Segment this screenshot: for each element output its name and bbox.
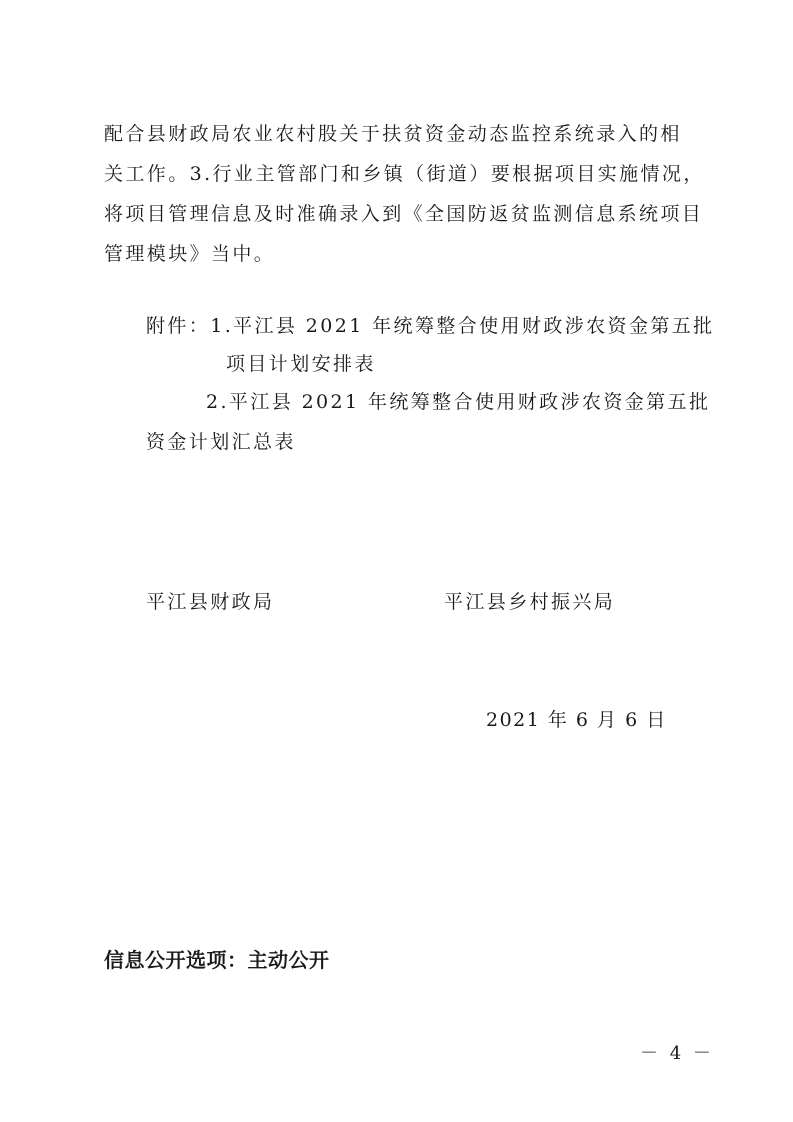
body-text-line-3: 将项目管理信息及时准确录入到《全国防返贫监测信息系统项目: [104, 203, 704, 225]
page-number: － 4 －: [640, 1043, 714, 1064]
body-text-line-2: 关工作。3.行业主管部门和乡镇（街道）要根据项目实施情况，: [104, 163, 705, 185]
attachment-2-title: 2.平江县 2021 年统筹整合使用财政涉农资金第五批: [206, 391, 711, 413]
attachment-2-title-continued: 资金计划汇总表: [146, 431, 296, 453]
signature-rural-revitalization-bureau: 平江县乡村振兴局: [444, 591, 616, 613]
attachment-1-title-continued: 项目计划安排表: [226, 353, 376, 375]
body-text-line-1: 配合县财政局农业农村股关于扶贫资金动态监控系统录入的相: [104, 123, 682, 145]
document-date: 2021 年 6 月 6 日: [486, 709, 667, 731]
body-text-line-4: 管理模块》当中。: [104, 243, 276, 265]
disclosure-option: 信息公开选项：主动公开: [104, 948, 330, 972]
attachment-1-title: 附件：1.平江县 2021 年统筹整合使用财政涉农资金第五批: [146, 315, 715, 337]
signature-finance-bureau: 平江县财政局: [146, 591, 275, 613]
